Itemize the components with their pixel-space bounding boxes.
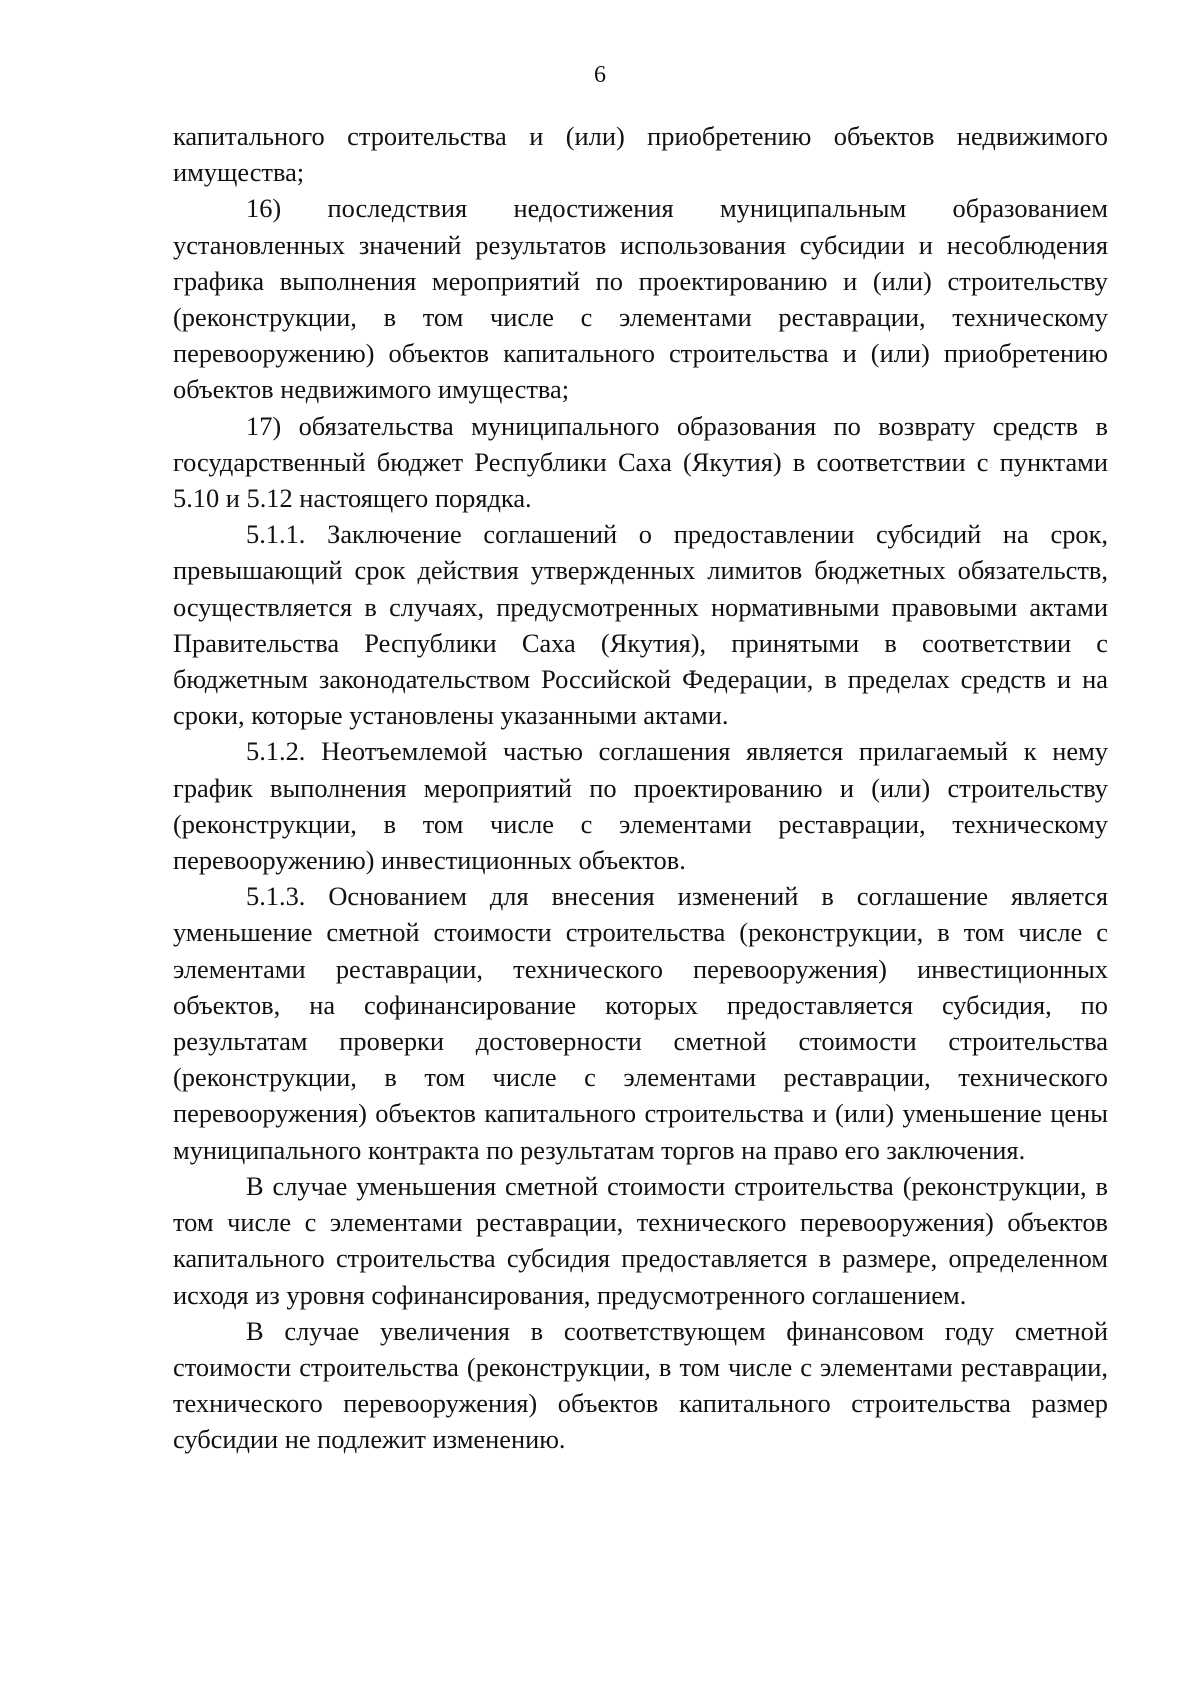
- page-number: 6: [594, 62, 606, 88]
- paragraph-cost-increase: В случае увеличения в соответствующем финансовом году сметной стоимости строительства (реконструкции, в том числе с элементами реставрации, технического перевооружения) объектов капитального строительства размер субсидии не подлежит изменению.: [173, 1315, 1108, 1455]
- paragraph-5-1-2: 5.1.2. Неотъемлемой частью соглашения является прилагаемый к нему график выполнения мероприятий по проектированию и (или) строительству (реконструкции, в том числе с элементами реставрации, техническому перевооружению) инвестиционных объектов.: [173, 736, 1108, 876]
- document-body: [173, 118, 1108, 1458]
- paragraph-cost-decrease: В случае уменьшения сметной стоимости строительства (реконструкции, в том числе с элементами реставрации, технического перевооружения) объектов капитального строительства субсидия предоставляется в размере, определенном исходя из уровня софинансирования, предусмотренного соглашением.: [173, 1170, 1108, 1310]
- paragraph-item-16: 16) последствия недостижения муниципальным образованием установленных значений результатов использования субсидии и несоблюдения графика выполнения мероприятий по проектированию и (или) строительству (реконструкции, в том числе с элементами реставрации, техническому перевооружению) объектов капитального строительства и (или) приобретению объектов недвижимого имущества;: [173, 193, 1108, 405]
- paragraph-5-1-3: 5.1.3. Основанием для внесения изменений в соглашение является уменьшение сметной стоимости строительства (реконструкции, в том числе с элементами реставрации, технического перевооружения) инвестиционных объектов, на софинансирование которых предоставляется субсидия, по результатам проверки достоверности сметной стоимости строительства (реконструкции, в том числе с элементами реставрации, технического перевооружения) объектов капитального строительства и (или) уменьшение цены муниципального контракта по результатам торгов на право его заключения.: [173, 881, 1108, 1165]
- paragraph-item-17: 17) обязательства муниципального образования по возврату средств в государственный бюджет Республики Саха (Якутия) в соответствии с пунктами 5.10 и 5.12 настоящего порядка.: [173, 410, 1108, 514]
- paragraph-5-1-1: 5.1.1. Заключение соглашений о предоставлении субсидий на срок, превышающий срок действия утвержденных лимитов бюджетных обязательств, осуществляется в случаях, предусмотренных нормативными правовыми актами Правительства Республики Саха (Якутия), принятыми в соответствии с бюджетным законодательством Российской Федерации, в пределах средств и на сроки, которые установлены указанными актами.: [173, 519, 1108, 731]
- paragraph-continuation: капитального строительства и (или) приобретению объектов недвижимого имущества;: [173, 121, 1108, 188]
